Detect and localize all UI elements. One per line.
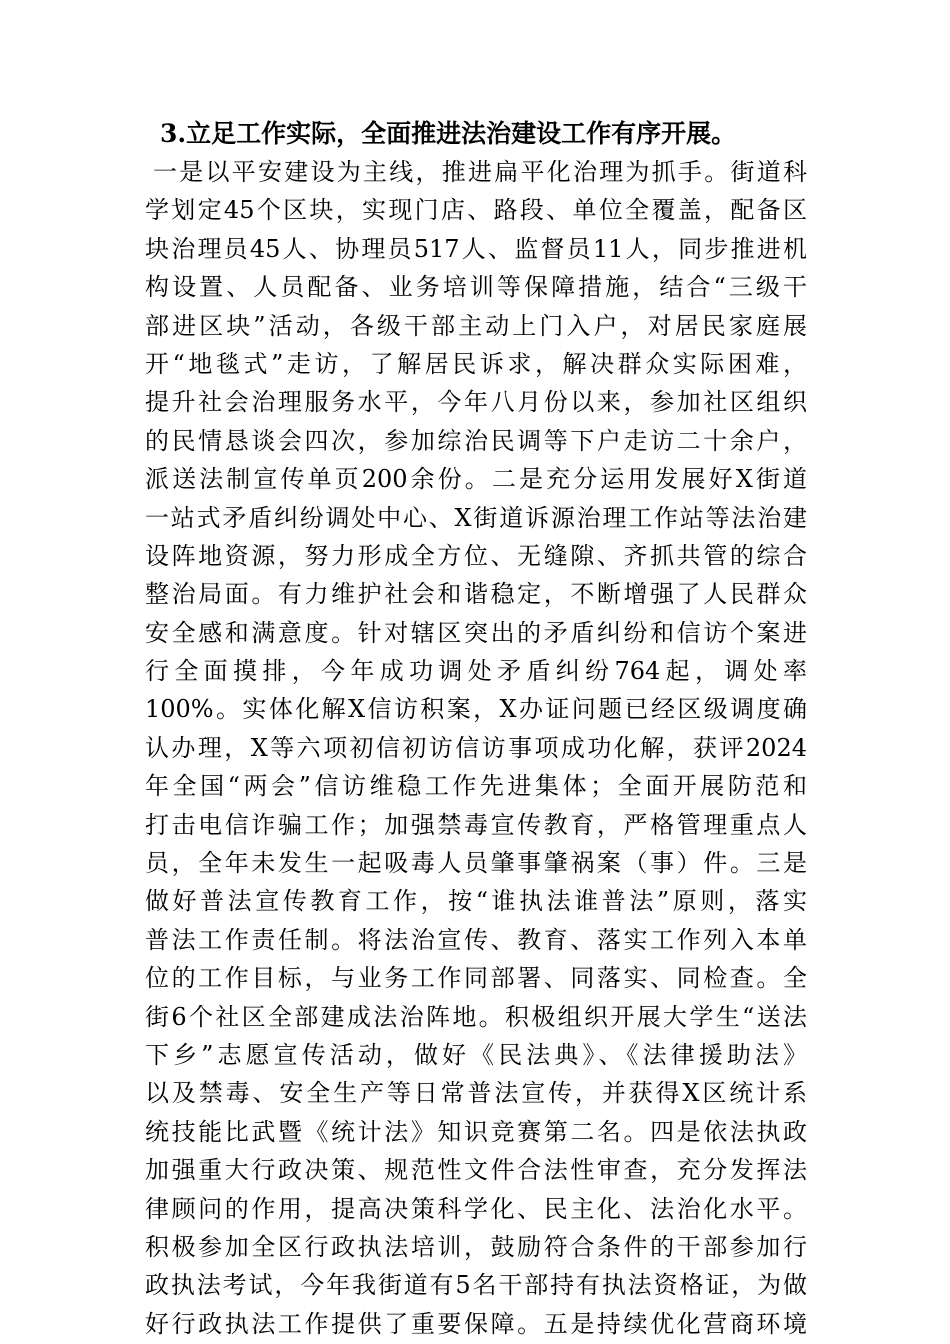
text-line: 安全感和满意度。针对辖区突出的矛盾纠纷和信访个案进 [145, 618, 807, 647]
text-line: 下乡”志愿宣传活动，做好《民法典》、《法律援助法》 [145, 1040, 807, 1069]
text-line: 政执法考试，今年我街道有5名干部持有执法资格证，为做 [145, 1271, 807, 1300]
text-line: 打击电信诈骗工作；加强禁毒宣传教育，严格管理重点人 [145, 810, 807, 839]
text-line: 做好普法宣传教育工作，按“谁执法谁普法”原则，落实 [145, 887, 807, 916]
text-line: 学划定45个区块，实现门店、路段、单位全覆盖，配备区 [145, 196, 807, 225]
text-line: 好行政执法工作提供了重要保障。五是持续优化营商环境 [145, 1309, 807, 1338]
body-paragraph [145, 153, 807, 1343]
text-line: 一站式矛盾纠纷调处中心、X街道诉源治理工作站等法治建 [145, 503, 807, 532]
text-line: 统技能比武暨《统计法》知识竞赛第二名。四是依法执政 [145, 1117, 807, 1146]
text-line: 派送法制宣传单页200余份。二是充分运用发展好X街道 [145, 465, 807, 494]
text-line: 员，全年未发生一起吸毒人员肇事肇祸案（事）件。三是 [145, 849, 807, 878]
text-line: 普法工作责任制。将法治宣传、教育、落实工作列入本单 [145, 925, 807, 954]
text-line: 认办理，X等六项初信初访信访事项成功化解，获评2024 [145, 733, 807, 762]
text-line: 构设置、人员配备、业务培训等保障措施，结合“三级干 [145, 273, 807, 302]
text-line: 街6个社区全部建成法治阵地。积极组织开展大学生“送法 [145, 1002, 807, 1031]
text-line: 开“地毯式”走访，了解居民诉求，解决群众实际困难， [145, 349, 807, 378]
text-line: 行全面摸排，今年成功调处矛盾纠纷764起，调处率 [145, 657, 807, 686]
section-heading: 3.立足工作实际，全面推进法治建设工作有序开展。 [160, 119, 737, 148]
text-line: 的民情恳谈会四次，参加综治民调等下户走访二十余户， [145, 426, 807, 455]
text-line: 一是以平安建设为主线，推进扁平化治理为抓手。街道科 [153, 158, 807, 186]
text-line: 律顾问的作用，提高决策科学化、民主化、法治化水平。 [145, 1194, 807, 1223]
text-line: 设阵地资源，努力形成全方位、无缝隙、齐抓共管的综合 [145, 541, 807, 570]
text-line: 位的工作目标，与业务工作同部署、同落实、同检查。全 [145, 964, 807, 993]
text-line: 块治理员45人、协理员517人、监督员11人，同步推进机 [145, 234, 807, 263]
text-line: 部进区块”活动，各级干部主动上门入户，对居民家庭展 [145, 311, 807, 340]
text-line: 整治局面。有力维护社会和谐稳定，不断增强了人民群众 [145, 580, 807, 609]
text-line: 年全国“两会”信访维稳工作先进集体；全面开展防范和 [145, 772, 807, 801]
text-line: 以及禁毒、安全生产等日常普法宣传，并获得X区统计系 [145, 1079, 807, 1108]
text-line: 100%。实体化解X信访积案，X办证问题已经区级调度确 [145, 695, 807, 724]
text-line: 积极参加全区行政执法培训，鼓励符合条件的干部参加行 [145, 1232, 807, 1261]
text-line: 提升社会治理服务水平，今年八月份以来，参加社区组织 [145, 388, 807, 417]
text-line: 加强重大行政决策、规范性文件合法性审查，充分发挥法 [145, 1156, 807, 1185]
